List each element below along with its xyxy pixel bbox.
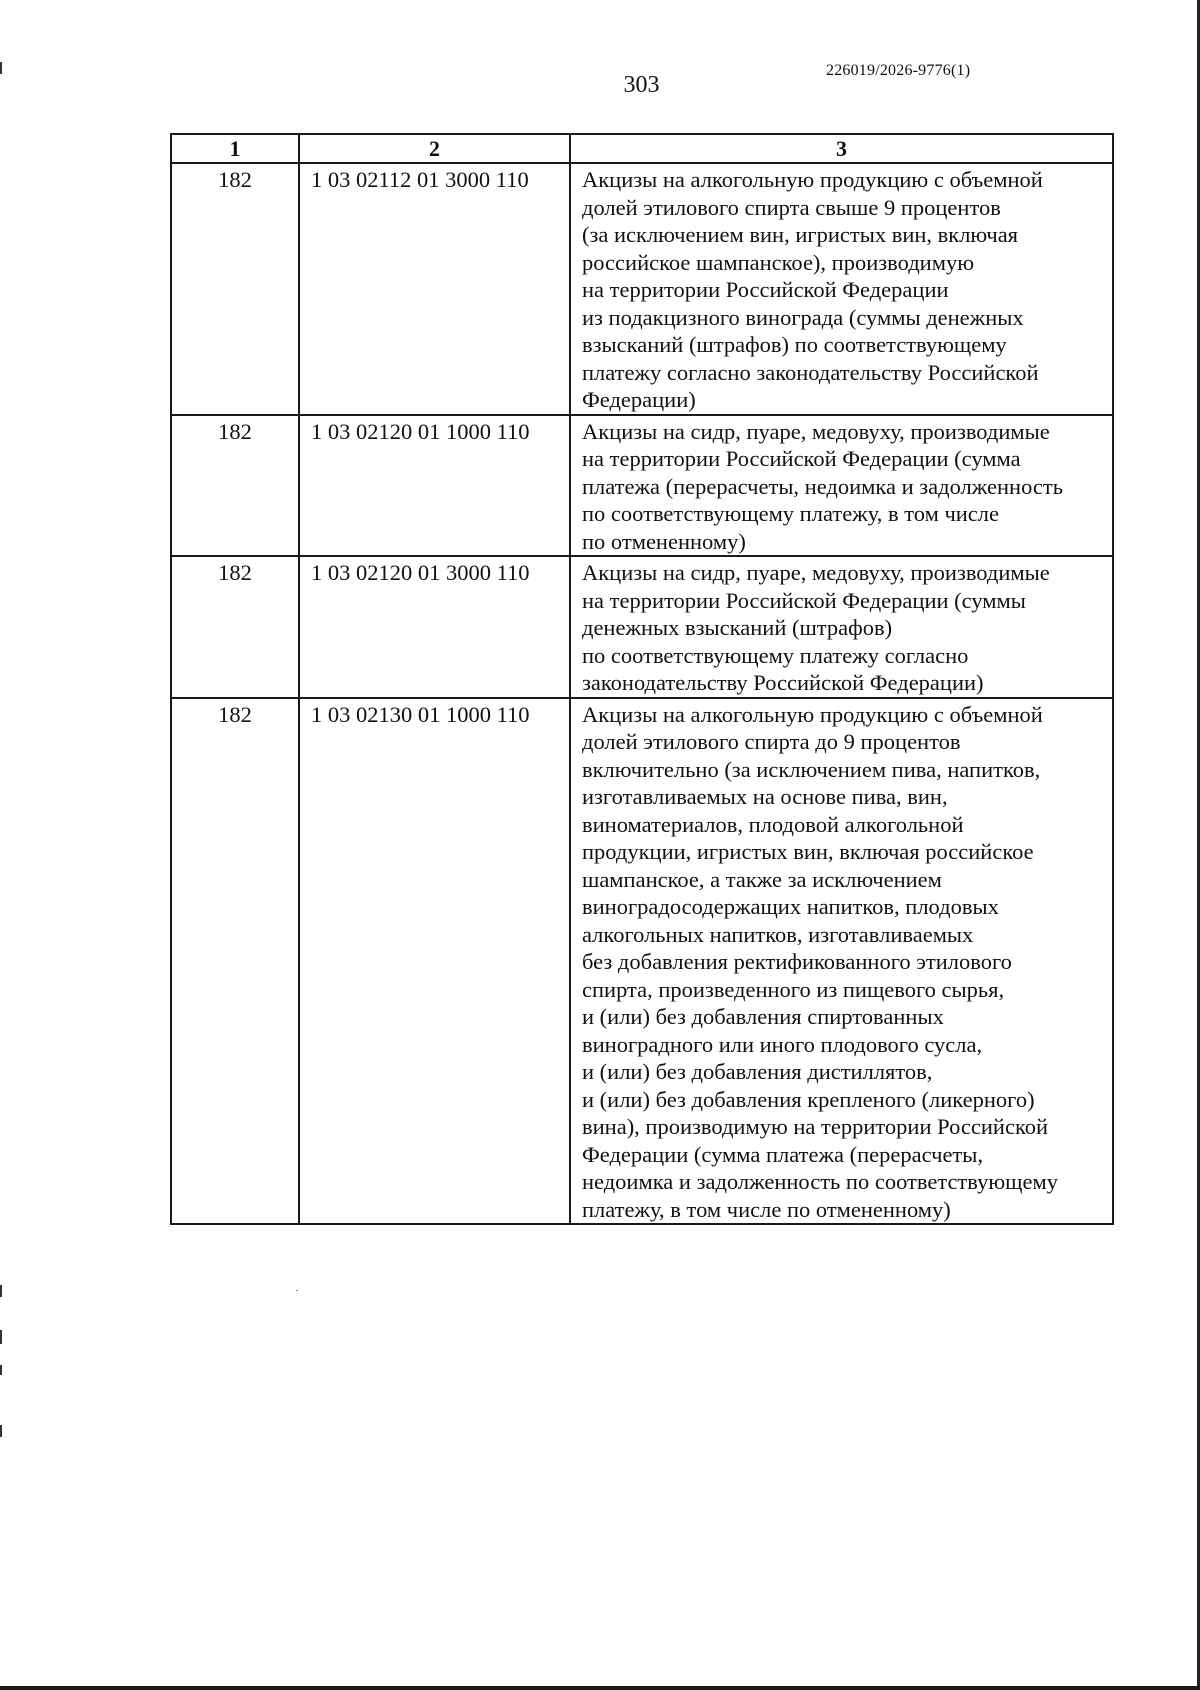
budget-classification-code-cell: 1 03 02130 01 1000 110	[299, 698, 570, 1225]
revenue-name-line: спирта, произведенного из пищевого сырья,	[582, 976, 1005, 1002]
kbk-table-container	[170, 133, 1112, 1225]
table-row	[171, 163, 1113, 415]
revenue-name-line: шампанское, а также за исключением	[582, 866, 942, 892]
revenue-name-line: виноградного или иного плодового сусла,	[582, 1031, 983, 1057]
revenue-name-line: алкогольных напитков, изготавливаемых	[582, 921, 974, 947]
revenue-name-line: на территории Российской Федерации (суммы	[582, 587, 1026, 613]
revenue-name-line: изготавливаемых на основе пива, вин,	[582, 784, 948, 809]
revenue-name-line: платежу согласно законодательству Российской	[582, 359, 1039, 385]
column-header-3: 3	[570, 134, 1113, 163]
budget-classification-code-cell: 1 03 02112 01 3000 110	[299, 163, 570, 415]
revenue-name-line: Акцизы на сидр, пуаре, медовуху, производимые	[582, 418, 1050, 444]
table-row	[171, 415, 1113, 557]
revenue-name-line: долей этилового спирта свыше 9 процентов	[582, 194, 1001, 220]
table-row	[171, 698, 1113, 1225]
admin-code-cell: 182	[171, 163, 299, 415]
revenue-name-line: по соответствующему платежу, в том числе	[582, 501, 999, 526]
revenue-name-line: включительно (за исключением пива, напитков,	[582, 756, 1041, 782]
revenue-name-cell	[570, 698, 1113, 1225]
page-number: 303	[623, 72, 660, 98]
column-header-1: 1	[171, 134, 299, 163]
budget-classification-code-cell: 1 03 02120 01 3000 110	[299, 556, 570, 698]
revenue-name-line: Акцизы на сидр, пуаре, медовуху, производимые	[582, 560, 1050, 585]
revenue-name-line: платежу, в том числе по отмененному)	[582, 1196, 951, 1222]
admin-code-cell: 182	[171, 415, 299, 557]
table-header-row	[171, 134, 1113, 163]
revenue-name-line: платежа (перерасчеты, недоимка и задолженность	[582, 473, 1063, 499]
table-body	[171, 163, 1113, 1224]
revenue-name-line: российское шампанское), производимую	[582, 249, 975, 275]
revenue-name-line: виноматериалов, плодовой алкогольной	[582, 811, 964, 837]
column-header-2: 2	[299, 134, 570, 163]
revenue-name-line: законодательству Российской Федерации)	[582, 670, 984, 695]
revenue-name-line: (за исключением вин, игристых вин, включая	[582, 222, 1019, 247]
revenue-name-line: Акцизы на алкогольную продукцию с объемной	[582, 167, 1043, 192]
revenue-name-line: по отмененному)	[582, 528, 746, 554]
left-edge-marks	[0, 0, 3, 1690]
document-id: 226019/2026-9776(1)	[826, 62, 971, 79]
revenue-name-line: без добавления ректификованного этилового	[582, 949, 1012, 974]
bottom-scan-edge	[0, 1686, 1200, 1690]
revenue-name-line: недоимка и задолженность по соответствующему	[582, 1169, 1058, 1194]
table-row	[171, 556, 1113, 698]
revenue-name-line: Федерации)	[582, 387, 696, 412]
revenue-name-line: и (или) без добавления спиртованных	[582, 1004, 944, 1029]
revenue-name-line: и (или) без добавления дистиллятов,	[582, 1059, 933, 1084]
revenue-name-cell	[570, 556, 1113, 698]
revenue-name-line: на территории Российской Федерации	[582, 277, 949, 302]
revenue-name-line: денежных взысканий (штрафов)	[582, 615, 893, 640]
admin-code-cell: 182	[171, 698, 299, 1225]
budget-classification-code-cell: 1 03 02120 01 1000 110	[299, 415, 570, 557]
scan-speck	[296, 1290, 298, 1291]
revenue-name-line: на территории Российской Федерации (сумма	[582, 446, 1021, 471]
revenue-name-cell	[570, 415, 1113, 557]
revenue-name-line: долей этилового спирта до 9 процентов	[582, 729, 961, 754]
kbk-table	[170, 133, 1114, 1225]
revenue-name-line: по соответствующему платежу согласно	[582, 642, 969, 668]
revenue-name-line: взысканий (штрафов) по соответствующему	[582, 332, 1007, 357]
revenue-name-line: и (или) без добавления крепленого (ликерного)	[582, 1086, 1035, 1112]
admin-code-cell: 182	[171, 556, 299, 698]
revenue-name-line: Акцизы на алкогольную продукцию с объемной	[582, 701, 1043, 727]
revenue-name-line: Федерации (сумма платежа (перерасчеты,	[582, 1141, 984, 1167]
revenue-name-cell	[570, 163, 1113, 415]
revenue-name-line: виноградосодержащих напитков, плодовых	[582, 894, 999, 919]
revenue-name-line: из подакцизного винограда (суммы денежных	[582, 304, 1024, 330]
revenue-name-line: вина), производимую на территории Российской	[582, 1114, 1049, 1139]
revenue-name-line: продукции, игристых вин, включая российское	[582, 839, 1034, 864]
